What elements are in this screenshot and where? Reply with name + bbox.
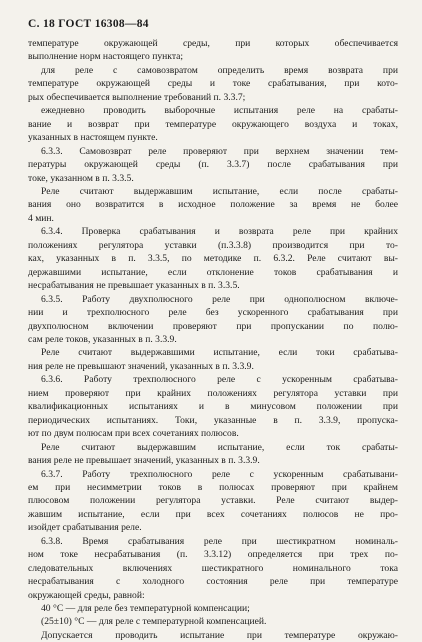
text-line: выполнение норм настоящего пункта; — [28, 51, 184, 63]
text-line: 6.3.8. Время срабатывания реле при шестикратном номиналь- — [41, 535, 398, 547]
text-line: плюсовом положении регулятора уставки. Реле считают выдер- — [28, 495, 398, 507]
text-line: Реле считают выдержавшим испытание, если после срабаты- — [41, 185, 398, 197]
text-line: 6.3.7. Работу трехполюсного реле с ускоренным срабатывани- — [41, 468, 398, 480]
text-line: ем при несимметрии токов в полюсах проверяют при крайнем — [28, 481, 398, 493]
text-line: рых обеспечивается выполнение требований п. 3.3.7; — [28, 91, 246, 103]
text-line: державшими испытание, если отклонение токов срабатывания и — [28, 266, 398, 278]
text-line: следовательных включениях шестикратного номинального тока — [28, 562, 398, 574]
text-line: вания оно возвратится в исходное положение за время не более — [28, 199, 398, 211]
text-line: окружающей среды, равной: — [28, 589, 145, 601]
text-line: ном токе несрабатывания (п. 3.3.12) определяется при трех по- — [28, 549, 398, 561]
text-line: ках, указанных в п. 3.3.5, по методике п. 6.3.2. Реле считают вы- — [28, 253, 398, 265]
text-line: Реле считают выдержавшими испытание, если токи срабатыва- — [41, 347, 398, 359]
text-line: периодических испытаниях. Токи, указанные в п. 3.3.9, пропуска- — [28, 414, 398, 426]
text-line: Реле считают выдержавшим испытание, если ток срабаты- — [41, 441, 398, 453]
text-line: жавшим испытание, если при всех сочетаниях полюсов не про- — [28, 508, 398, 520]
text-line: квалификационных испытаниях и в минусовом положении при — [28, 401, 398, 413]
text-line: несрабатывания с холодного состояния реле при температуре — [28, 576, 398, 588]
text-line: для реле с самовозвратом определить время возврата при — [41, 64, 398, 76]
text-line: пературы окружающей среды (п. 3.3.7) после срабатывания при — [28, 159, 398, 171]
text-line: Допускается проводить испытание при температуре окружаю- — [41, 629, 398, 641]
text-line: 6.3.3. Самовозврат реле проверяют при верхнем значении тем- — [41, 145, 398, 157]
text-line: указанных в настоящем пункте. — [28, 132, 158, 144]
text-line: 6.3.4. Проверка срабатывания и возврата реле при крайних — [41, 226, 398, 238]
text-line: ния реле не превышают значений, указанных в п. 3.3.9. — [28, 360, 254, 372]
text-line: несрабатывания не превышает указанных в п. 3.3.5. — [28, 280, 240, 292]
body-text — [28, 37, 398, 642]
text-line: положениях регулятора уставки (п.3.3.8) производится при то- — [28, 239, 398, 251]
text-line: токе, указанном в п. 3.3.5. — [28, 172, 134, 184]
text-line: температуре окружающей среды и токе срабатывания, при кото- — [28, 78, 398, 90]
page-header: С. 18 ГОСТ 16308—84 — [28, 18, 149, 30]
text-line: температуре окружающей среды, при которых обеспечивается — [28, 38, 398, 49]
text-line: 40 °С — для реле без температурной компенсации; — [41, 603, 250, 615]
text-line: ют по двум полюсам при всех сочетаниях полюсов. — [28, 428, 239, 440]
text-line: (25±10) °С — для реле с температурной компенсацией. — [41, 616, 267, 628]
text-line: вания реле не превышает значений, указанных в п. 3.3.9. — [28, 455, 260, 467]
text-line: 6.3.6. Работу трехполюсного реле с ускоренным срабатыва- — [41, 374, 398, 386]
text-line: вание и возврат при температуре окружающего воздуха и токах, — [28, 118, 398, 130]
text-line: сам реле токов, указанных в п. 3.3.9. — [28, 333, 177, 345]
text-line: ежедневно проводить выборочные испытания реле на срабаты- — [41, 105, 398, 117]
text-line: 4 мин. — [28, 212, 54, 224]
text-line: 6.3.5. Работу двухполюсного реле при однополюсном включе- — [41, 293, 398, 305]
text-line: изойдет срабатывания реле. — [28, 522, 142, 534]
text-line: нием проверяют при крайних положениях регулятора уставки при — [28, 387, 398, 399]
text-line: двухполюсном включении проверяют при пропускании по полю- — [28, 320, 398, 332]
text-line: нии и трехполюсного реле без ускоренного срабатывания при — [28, 307, 398, 319]
